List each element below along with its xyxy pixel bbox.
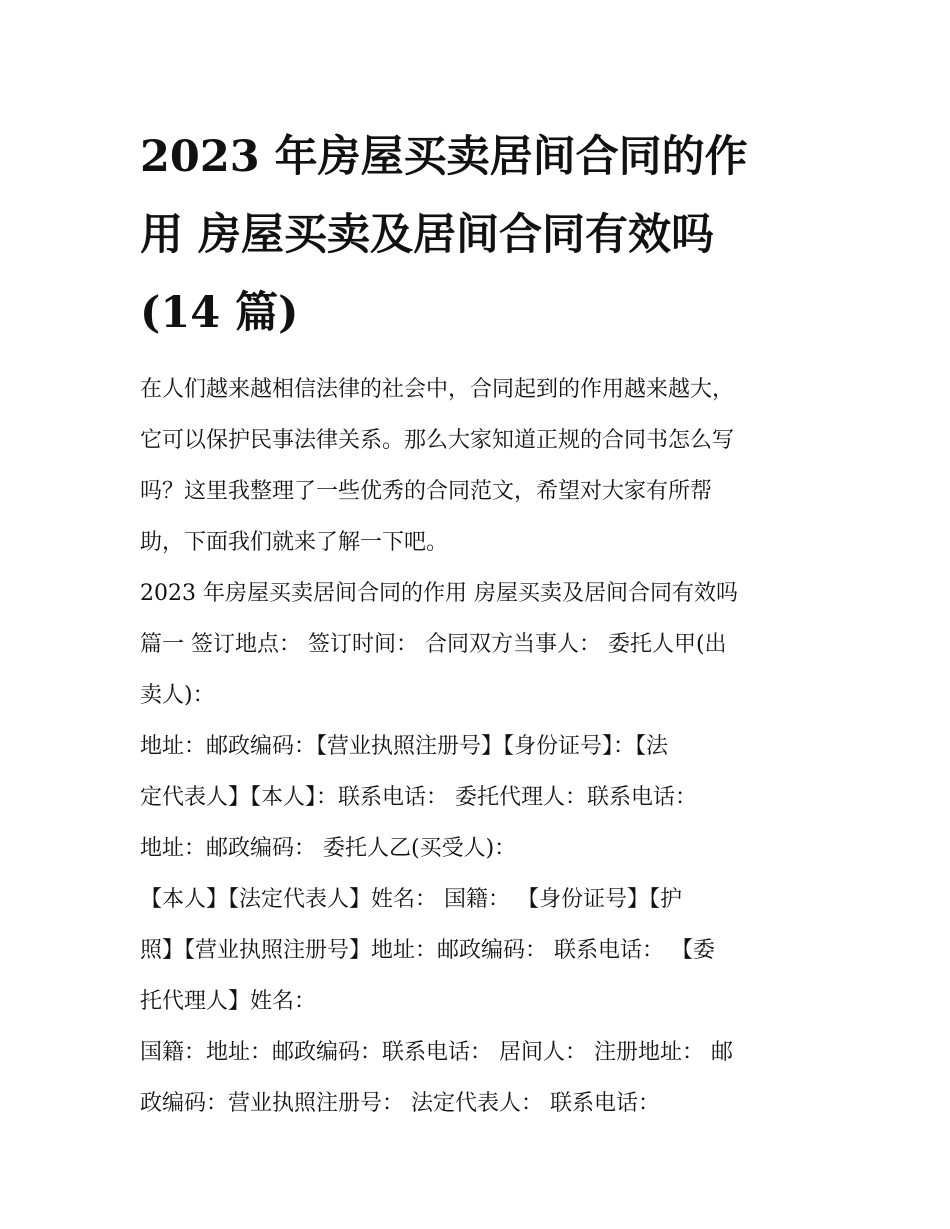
text-line: 地址：邮政编码： 委托人乙(买受人)： — [140, 836, 517, 861]
document-body — [140, 364, 812, 1129]
text-line: 助，下面我们就来了解一下吧。 — [140, 530, 449, 555]
text-line: 照】【营业执照注册号】地址：邮政编码： 联系电话： 【委 — [140, 938, 715, 963]
broker-paragraph — [140, 1027, 812, 1129]
document-page — [140, 118, 812, 1129]
title-line: 2023 年房屋买卖居间合同的作 — [140, 132, 748, 182]
contract-heading-paragraph — [140, 568, 812, 721]
intro-paragraph — [140, 364, 812, 568]
text-line: 卖人)： — [140, 683, 215, 708]
text-line: 篇一 签订地点： 签订时间： 合同双方当事人： 委托人甲(出 — [140, 632, 727, 657]
text-line: 国籍：地址：邮政编码：联系电话： 居间人： 注册地址： 邮 — [140, 1040, 733, 1065]
text-line: 吗？这里我整理了一些优秀的合同范文，希望对大家有所帮 — [140, 479, 713, 504]
text-line: 地址：邮政编码：【营业执照注册号】【身份证号】：【法 — [140, 734, 669, 759]
title-line: (14 篇) — [140, 288, 299, 338]
text-line: 托代理人】姓名： — [140, 989, 317, 1014]
text-line: 在人们越来越相信法律的社会中，合同起到的作用越来越大， — [140, 377, 735, 402]
text-line: 2023 年房屋买卖居间合同的作用 房屋买卖及居间合同有效吗 — [140, 581, 738, 606]
text-line: 它可以保护民事法律关系。那么大家知道正规的合同书怎么写 — [140, 428, 735, 453]
party-b-paragraph — [140, 874, 812, 1027]
document-title — [140, 118, 812, 352]
party-a-paragraph — [140, 721, 812, 874]
title-line: 用 房屋买卖及居间合同有效吗 — [140, 210, 714, 260]
text-line: 定代表人】【本人】：联系电话： 委托代理人：联系电话： — [140, 785, 697, 810]
text-line: 【本人】【法定代表人】姓名： 国籍： 【身份证号】【护 — [140, 887, 682, 912]
text-line: 政编码：营业执照注册号： 法定代表人： 联系电话： — [140, 1091, 660, 1116]
